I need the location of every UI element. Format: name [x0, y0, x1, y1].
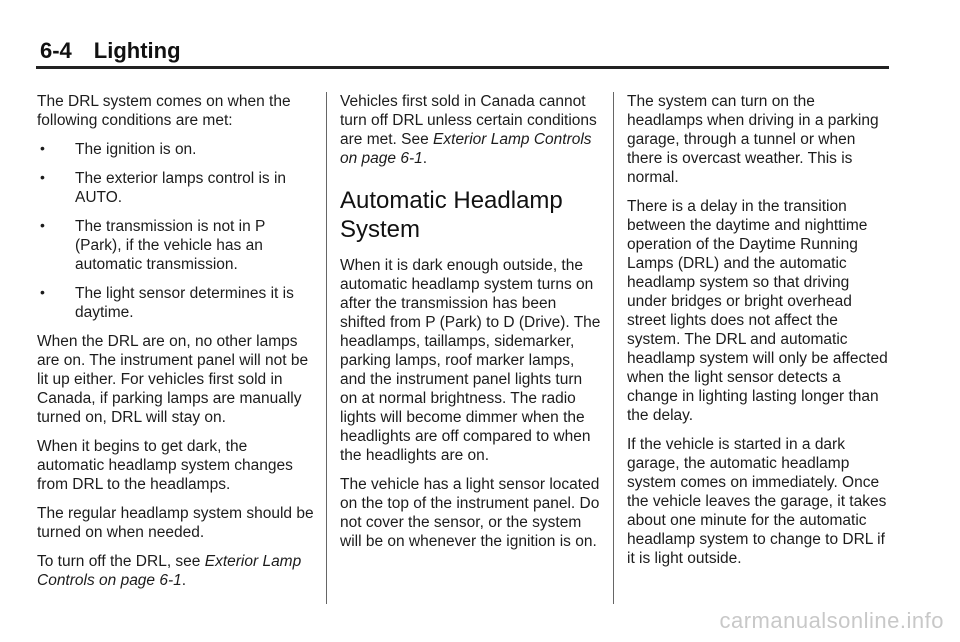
- section-title: Automatic Headlamp System: [340, 187, 563, 243]
- bullet-text: The exterior lamps control is in AUTO.: [75, 170, 287, 206]
- light-sensor-paragraph: The vehicle has a light sensor located on the top of the instrument panel. Do not cover the sensor, or the system will be on whenever the ignition is on.: [340, 476, 600, 550]
- bullet-item: [37, 140, 315, 159]
- drl-paragraph: The regular headlamp system should be turned on when needed.: [37, 505, 314, 541]
- column-2: [340, 92, 602, 561]
- bullet-item: [37, 169, 315, 207]
- system-paragraph: There is a delay in the transition between the daytime and nighttime operation of the Daytime Running Lamps (DRL) and the automatic headlamp system so that driving under bridges or bright overhead street lights does not affect the system. The DRL and automatic headlamp system will only be affected when the light sensor detects a change in lighting lasting longer than the delay.: [627, 198, 888, 424]
- system-paragraph: The system can turn on the headlamps when driving in a parking garage, through a tunnel or when there is overcast weather. This is normal.: [627, 93, 879, 186]
- bullet-text: The transmission is not in P (Park), if the vehicle has an automatic transmission.: [75, 218, 266, 273]
- page-title: Lighting: [93, 38, 181, 63]
- cross-reference-link[interactable]: Exterior Lamp Controls on page 6-1: [37, 553, 302, 589]
- drl-turn-off-paragraph: To turn off the DRL, see Exterior Lamp Controls on page 6-1.: [37, 553, 302, 589]
- bullet-text: The ignition is on.: [75, 141, 197, 158]
- page-header: [40, 38, 181, 64]
- bullet-item: [37, 284, 315, 322]
- bullet-dot-icon: •: [40, 284, 45, 300]
- cross-reference-link[interactable]: Exterior Lamp Controls on page 6-1: [340, 131, 592, 167]
- header-rule: [36, 66, 889, 69]
- bullet-dot-icon: •: [40, 169, 45, 185]
- column-divider-2: [613, 92, 614, 604]
- drl-intro: The DRL system comes on when the following conditions are met:: [37, 93, 291, 129]
- column-3: [627, 92, 893, 578]
- column-divider-1: [326, 92, 327, 604]
- page-number: 6-4: [40, 38, 72, 63]
- bullet-item: [37, 217, 315, 274]
- drl-paragraph: When the DRL are on, no other lamps are on. The instrument panel will not be lit up either. For vehicles first sold in Canada, if parking lamps are manually turned on, DRL will stay on.: [37, 333, 309, 426]
- drl-paragraph: When it begins to get dark, the automatic headlamp system changes from DRL to the headlamps.: [37, 438, 293, 493]
- bullet-dot-icon: •: [40, 140, 45, 156]
- canada-paragraph: Vehicles first sold in Canada cannot turn off DRL unless certain conditions are met. See Exterior Lamp Controls on page 6-1.: [340, 93, 597, 167]
- watermark: carmanualsonline.info: [719, 608, 944, 633]
- auto-headlamp-paragraph: When it is dark enough outside, the automatic headlamp system turns on after the transmission has been shifted from P (Park) to D (Drive). The headlamps, taillamps, sidemarker, parking lamps, roof marker lamps, and the instrument panel lights turn on at normal brightness. The radio lights will become dimmer when the headlights are off compared to when the headlights are on.: [340, 257, 601, 464]
- bullet-dot-icon: •: [40, 217, 45, 233]
- column-1: [37, 92, 315, 600]
- bullet-text: The light sensor determines it is daytime.: [75, 285, 294, 321]
- system-paragraph: If the vehicle is started in a dark garage, the automatic headlamp system comes on immediately. Once the vehicle leaves the garage, it takes about one minute for the automatic headlamp system to change to DRL if it is light outside.: [627, 436, 887, 567]
